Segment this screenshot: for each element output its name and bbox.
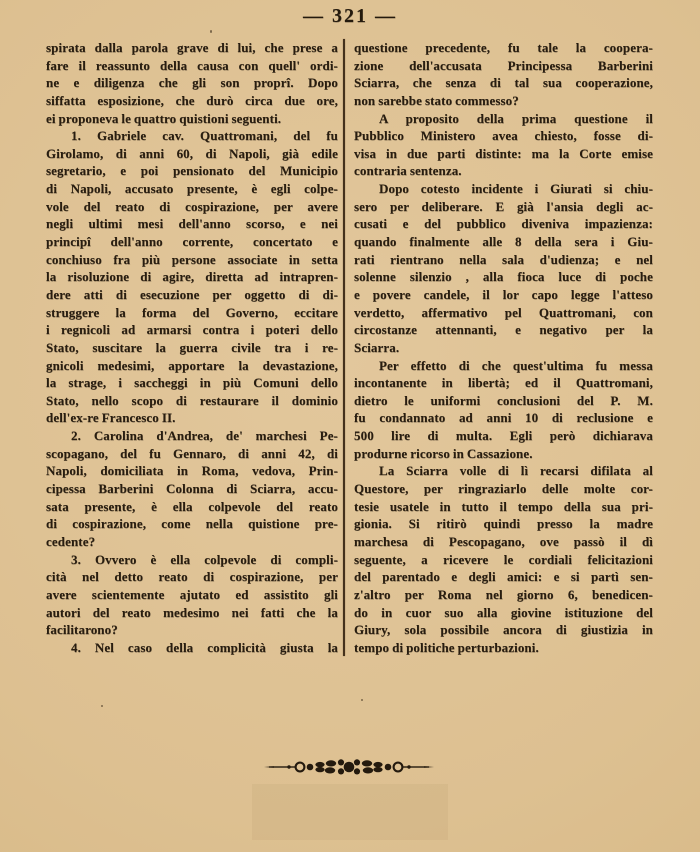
text-line: Sciarra, che senza di tal sua cooperazione, (354, 75, 653, 91)
right-column (354, 39, 653, 656)
text-line: Giury, sola possibile ancora di giustizia in (354, 622, 653, 638)
text-line: marchesa di Pescopagano, ove passò il dì (354, 533, 653, 549)
text-line: Sciarra. (354, 339, 400, 355)
ink-speck (361, 699, 363, 701)
text-line: Questore, per ringraziarlo delle molte cor- (354, 481, 653, 497)
text-line: non sarebbe stato commesso? (354, 92, 519, 108)
text-line: 4. Nel caso della complicità giusta la (71, 639, 338, 655)
text-line: 500 lire di multa. Egli però dichiarava (354, 428, 653, 444)
text-line: Dopo cotesto incidente i Giurati si chiu- (379, 181, 653, 197)
left-column (46, 39, 338, 656)
text-line: 3. Ovvero è ella colpevole di compli- (71, 551, 338, 567)
text-line: verdetto, affermativo pel Quattromani, con (354, 304, 653, 320)
text-line: Girolamo, di anni 60, di Napoli, già edile (46, 145, 338, 161)
text-line: tesie usatele in tutto il tempo della sua pri- (354, 498, 653, 514)
text-line: questione precedente, fu tale la coopera- (354, 40, 653, 55)
text-line: visa in due parti distinte: ma la Corte emise (354, 145, 653, 161)
text-line: siffatta esposizione, che durò circa due ore, (46, 92, 338, 108)
text-line: sero per deliberare. E già l'ansia degli ac- (354, 198, 653, 214)
text-line: incontanente in libertà; ed il Quattromani, (354, 375, 653, 391)
text-line: Pubblico Ministero avea chiesto, fosse di- (354, 128, 653, 144)
text-line: i regnicoli ad armarsi contra i poteri dello (46, 322, 338, 338)
text-line: vole del reato di cospirazione, per avere (46, 198, 338, 214)
scan-smudge (252, 784, 448, 840)
text-line: 1. Gabriele cav. Quattromani, del fu (71, 128, 338, 144)
text-line: sata presente, è ella colpevole del reato (46, 498, 338, 514)
text-block (46, 39, 653, 656)
text-line: negli ultimi mesi dell'anno scorso, e nei (46, 216, 338, 232)
text-line: cusati e del pubblico diveniva impazienza: (354, 216, 653, 232)
text-line: scopagano, del fu Gennaro, di anni 42, di (46, 445, 338, 461)
text-line: zione dell'accusata Principessa Barberini (354, 57, 653, 73)
text-line: seguente, a ricevere le cordiali felicitazioni (354, 551, 653, 567)
text-line: avere scientemente ajutato ed assistito gli (46, 586, 338, 602)
text-line: contraria sentenza. (354, 163, 462, 179)
text-line: z'altro per Roma nel giorno 6, benedicen- (354, 586, 653, 602)
text-line: segretario, e poi pensionato del Municipio (46, 163, 338, 179)
text-line: cipessa Barberini Colonna di Sciarra, accu- (46, 481, 338, 497)
text-line: cedente? (46, 533, 96, 549)
text-line: A proposito della prima questione il (379, 110, 653, 126)
text-line: principî dell'anno corrente, concertato e (46, 234, 338, 250)
text-line: ne e diligenza che gli son proprî. Dopo (46, 75, 338, 91)
text-line: do in cuor suo alla giovine istituzione del (354, 604, 653, 620)
text-line: cità nel detto reato di cospirazione, per (46, 569, 338, 585)
text-line: spirata dalla parola grave di lui, che prese a (46, 40, 338, 55)
text-line: gnicoli medesimi, apportare la devastazione, (46, 357, 338, 373)
text-line: fare il reassunto della causa con quell' ordi- (46, 57, 338, 73)
text-line: dere atti di esecuzione per oggetto di di- (46, 286, 338, 302)
text-line: Per effetto di che quest'ultima fu messa (379, 357, 653, 373)
text-line: la strage, i saccheggi in più Comuni dello (46, 375, 338, 391)
column-divider-rule (343, 39, 345, 656)
text-line: solenne silenzio , alla fioca luce di poche (354, 269, 653, 285)
text-line: di Napoli, accusato presente, è egli colpe- (46, 181, 338, 197)
text-line: La Sciarra volle di lì recarsi difilata al (379, 463, 653, 479)
ink-speck (101, 705, 103, 707)
text-line: dell'ex-re Francesco II. (46, 410, 176, 426)
text-line: Stato, suscitare la guerra civile tra i re- (46, 339, 338, 355)
text-line: Napoli, domiciliata in Roma, vedova, Prin- (46, 463, 338, 479)
text-line: la risoluzione di agire, diretta ad intrapren- (46, 269, 338, 285)
ink-speck (210, 30, 212, 33)
text-line: di cospirazione, come nella quistione pre- (46, 516, 338, 532)
text-line: facilitarono? (46, 622, 118, 638)
text-line: gionia. Si ritirò quindi presso la madre (354, 516, 653, 532)
text-line: circostanze attennanti, e negativo per la (354, 322, 653, 338)
text-line: rati rientrano nella sala d'udienza; e nel (354, 251, 653, 267)
text-line: conchiuso fra più persone associate in setta (46, 251, 338, 267)
floral-tailpiece-ornament (263, 757, 435, 777)
text-line: produrne ricorso in Cassazione. (354, 445, 533, 461)
text-line: quando finalmente alle 8 della sera i Giu- (354, 234, 653, 250)
text-line: Stato, nello scopo di restaurare il dominio (46, 392, 338, 408)
text-line: fu condannato ad anni 10 di reclusione e (354, 410, 653, 426)
text-line: struggere la forma del Governo, eccitare (46, 304, 338, 320)
text-line: ei proponeva le quattro quistioni seguenti. (46, 110, 282, 126)
text-line: tempo di politiche perturbazioni. (354, 639, 539, 655)
text-line: autori del reato medesimo nei fatti che la (46, 604, 338, 620)
text-line: 2. Carolina d'Andrea, de' marchesi Pe- (71, 428, 338, 444)
text-line: del parentado e degli amici: e si partì sen- (354, 569, 653, 585)
page-number: — 321 — (303, 5, 397, 27)
text-line: dietro le uniformi conclusioni del P. M. (354, 392, 653, 408)
text-line: e povere candele, il lor capo legge l'atteso (354, 286, 653, 302)
